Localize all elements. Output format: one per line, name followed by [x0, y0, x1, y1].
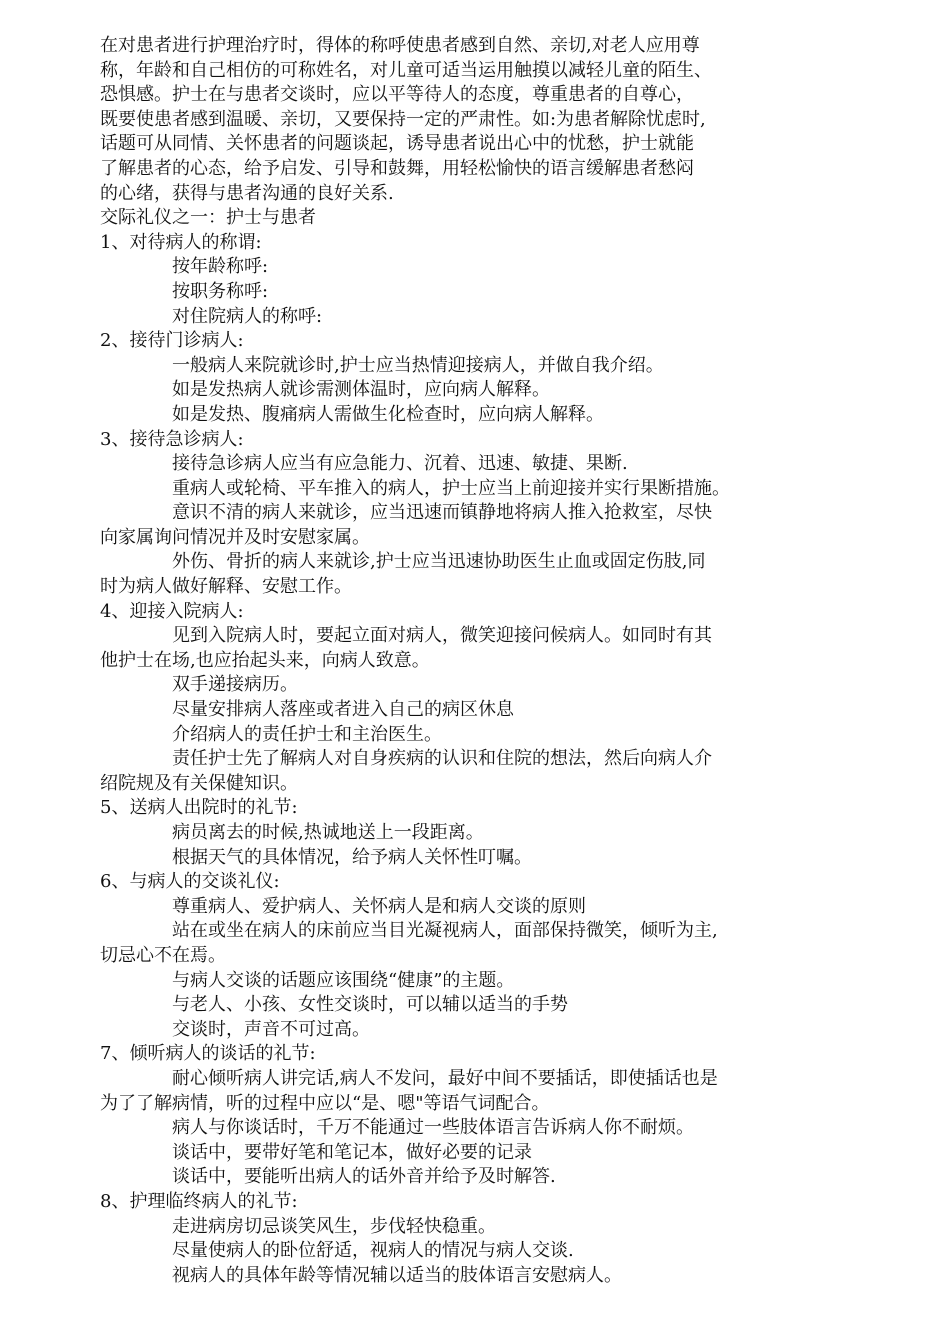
document-page	[100, 34, 870, 1288]
section-title: 4、迎接入院病人:	[100, 600, 244, 622]
section-line: 意识不清的病人来就诊，应当迅速而镇静地将病人推入抢救室，尽快	[172, 502, 712, 524]
section-title: 6、与病人的交谈礼仪:	[100, 871, 280, 893]
section-line: 双手递接病历。	[172, 674, 298, 696]
section-1	[100, 231, 870, 329]
section-line: 一般病人来院就诊时,护士应当热情迎接病人，并做自我介绍。	[172, 354, 664, 376]
section-line: 向家属询问情况并及时安慰家属。	[100, 526, 370, 548]
section-line: 谈话中，要带好笔和笔记本，做好必要的记录	[172, 1141, 532, 1163]
section-line: 外伤、骨折的病人来就诊,护士应当迅速协助医生止血或固定伤肢,同	[172, 551, 706, 573]
section-title: 7、倾听病人的谈话的礼节:	[100, 1043, 316, 1065]
section-line: 介绍病人的责任护士和主治医生。	[172, 723, 442, 745]
section-line: 如是发热、腹痛病人需做生化检查时，应向病人解释。	[172, 403, 604, 425]
section-line: 对住院病人的称呼:	[172, 305, 323, 327]
section-title: 1、对待病人的称谓:	[100, 231, 262, 253]
intro-paragraph	[100, 34, 870, 206]
section-line: 病人与你谈话时，千万不能通过一些肢体语言告诉病人你不耐烦。	[172, 1117, 694, 1139]
section-line: 见到入院病人时，要起立面对病人，微笑迎接问候病人。如同时有其	[172, 625, 712, 647]
section-8	[100, 1190, 870, 1288]
intro-line: 的心绪，获得与患者沟通的良好关系.	[100, 182, 394, 204]
section-line: 站在或坐在病人的床前应当目光凝视病人，面部保持微笑，倾听为主,	[172, 920, 718, 942]
intro-line: 话题可从同情、关怀患者的问题谈起，诱导患者说出心中的忧愁，护士就能	[100, 133, 694, 155]
section-line: 时为病人做好解释、安慰工作。	[100, 576, 352, 598]
intro-line: 既要使患者感到温暖、亲切，又要保持一定的严肃性。如:为患者解除忧虑时,	[100, 108, 706, 130]
section-title: 2、接待门诊病人:	[100, 330, 244, 352]
intro-line: 称，年龄和自己相仿的可称姓名，对儿童可适当运用触摸以减轻儿童的陌生、	[100, 59, 712, 81]
section-line: 切忌心不在焉。	[100, 944, 226, 966]
section-line: 尽量安排病人落座或者进入自己的病区休息	[172, 699, 514, 721]
section-7	[100, 1042, 870, 1190]
section-line: 他护士在场,也应抬起头来，向病人致意。	[100, 649, 430, 671]
section-6	[100, 870, 870, 1042]
section-line: 接待急诊病人应当有应急能力、沉着、迅速、敏捷、果断.	[172, 453, 628, 475]
section-line: 尽量使病人的卧位舒适，视病人的情况与病人交谈.	[172, 1240, 574, 1262]
section-title: 3、接待急诊病人:	[100, 428, 244, 450]
section-line: 耐心倾听病人讲完话,病人不发问，最好中间不要插话，即使插话也是	[172, 1067, 718, 1089]
section-4	[100, 600, 870, 797]
section-line: 为了了解病情，听的过程中应以“是、嗯"等语气词配合。	[100, 1092, 550, 1114]
section-line: 根据天气的具体情况，给予病人关怀性叮嘱。	[172, 846, 532, 868]
section-title: 5、送病人出院时的礼节:	[100, 797, 298, 819]
section-line: 走进病房切忌谈笑风生，步伐轻快稳重。	[172, 1215, 496, 1237]
section-line: 病员离去的时候,热诚地送上一段距离。	[172, 822, 484, 843]
section-line: 与病人交谈的话题应该围绕“健康”的主题。	[172, 969, 515, 991]
section-line: 与老人、小孩、女性交谈时，可以辅以适当的手势	[172, 994, 568, 1016]
section-line: 谈话中，要能听出病人的话外音并给予及时解答.	[172, 1166, 556, 1188]
intro-line: 了解患者的心态，给予启发、引导和鼓舞，用轻松愉快的语言缓解患者愁闷	[100, 157, 694, 179]
section-line: 尊重病人、爱护病人、关怀病人是和病人交谈的原则	[172, 895, 586, 917]
section-2	[100, 329, 870, 427]
section-line: 重病人或轮椅、平车推入的病人，护士应当上前迎接并实行果断措施。	[172, 477, 730, 499]
section-5	[100, 796, 870, 870]
section-line: 责任护士先了解病人对自身疾病的认识和住院的想法，然后向病人介	[172, 748, 712, 770]
intro-line: 在对患者进行护理治疗时，得体的称呼使患者感到自然、亲切,对老人应用尊	[100, 35, 700, 56]
document-heading: 交际礼仪之一：护士与患者	[100, 207, 316, 229]
section-line: 绍院规及有关保健知识。	[100, 772, 298, 794]
section-title: 8、护理临终病人的礼节:	[100, 1190, 298, 1212]
intro-line: 恐惧感。护士在与患者交谈时，应以平等待人的态度，尊重患者的自尊心，	[100, 84, 694, 106]
section-line: 按职务称呼:	[172, 280, 269, 302]
section-line: 如是发热病人就诊需测体温时，应向病人解释。	[172, 379, 550, 401]
section-3	[100, 428, 870, 600]
section-line: 按年龄称呼:	[172, 256, 269, 278]
section-line: 视病人的具体年龄等情况辅以适当的肢体语言安慰病人。	[172, 1264, 622, 1286]
sections	[100, 231, 870, 1289]
section-line: 交谈时，声音不可过高。	[172, 1018, 370, 1040]
